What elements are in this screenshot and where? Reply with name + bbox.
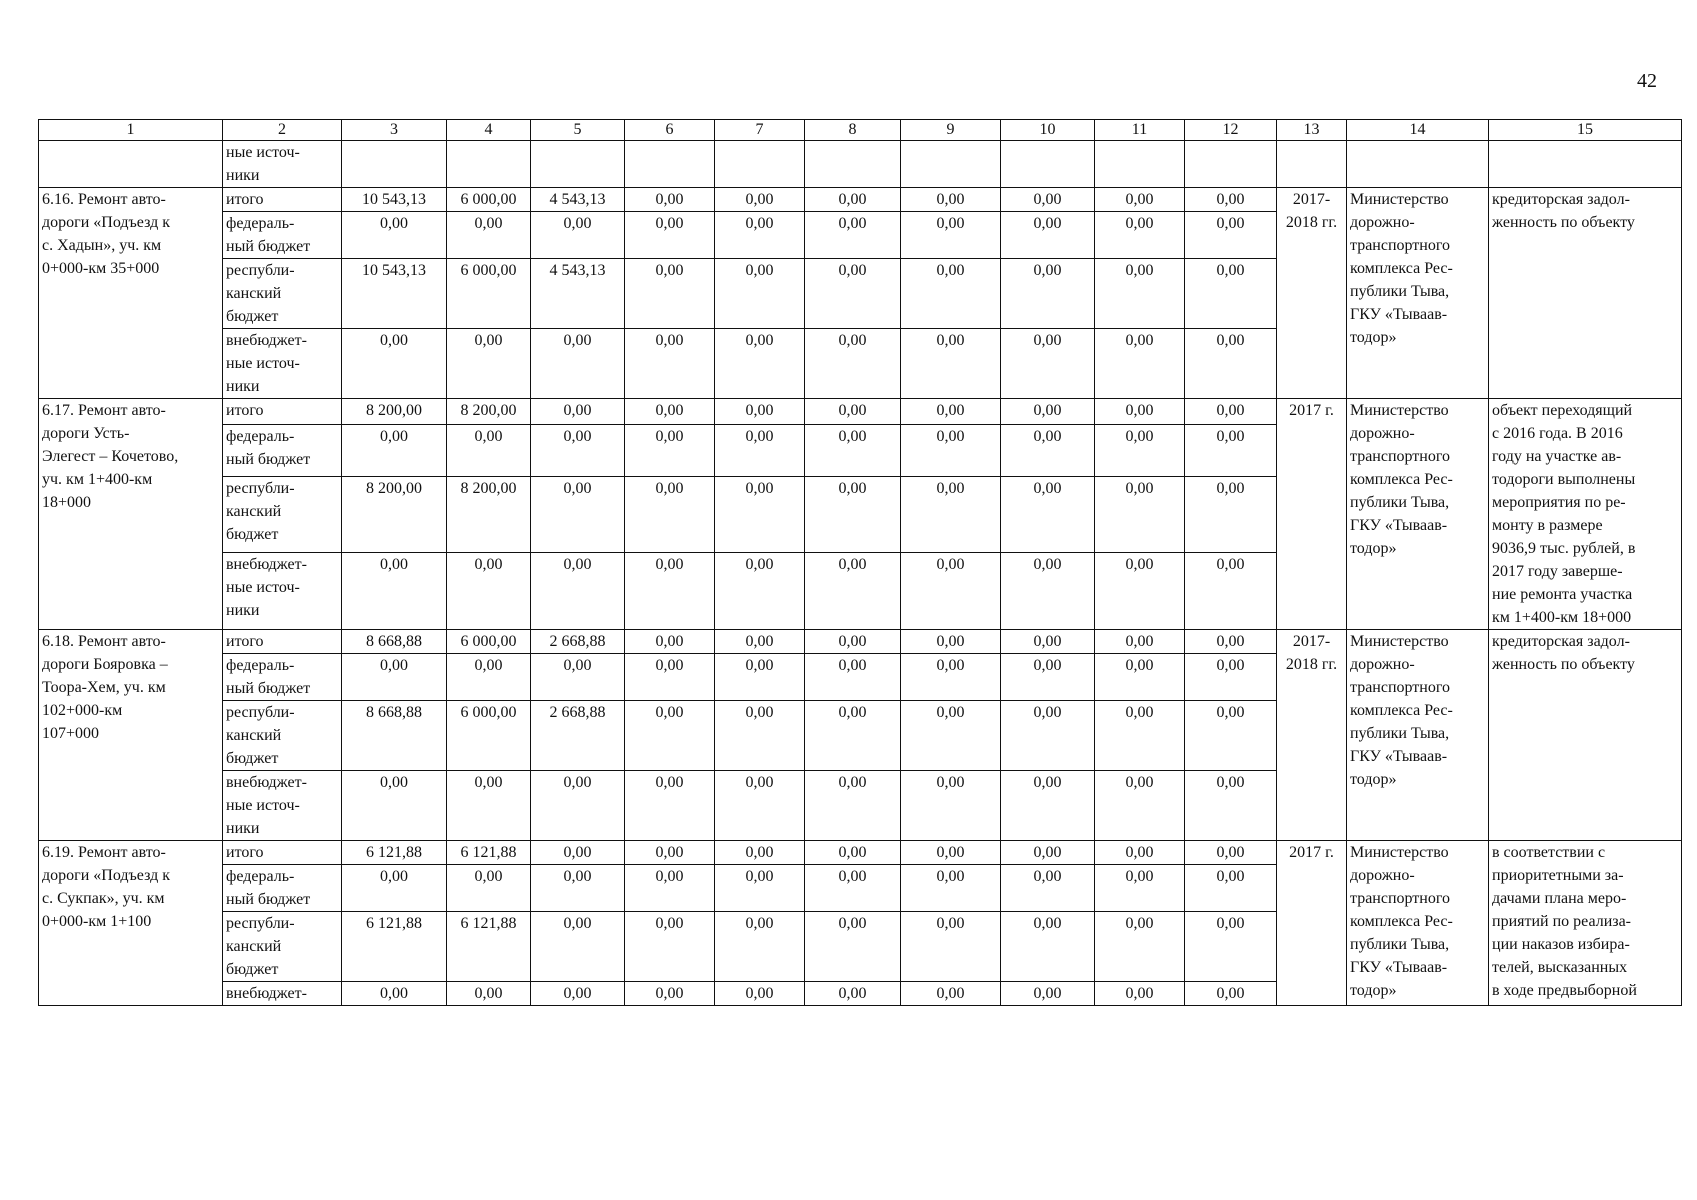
value-cell: 0,00 [447, 553, 531, 630]
value-cell: 0,00 [1001, 982, 1095, 1006]
value-cell: 0,00 [1185, 912, 1277, 982]
value-cell: 0,00 [625, 771, 715, 841]
value-cell: 0,00 [531, 399, 625, 425]
value-cell: 0,00 [1001, 399, 1095, 425]
value-cell: 0,00 [447, 212, 531, 259]
column-header: 8 [805, 120, 901, 141]
source-cell: итого [223, 188, 342, 212]
executor-cell: Министерство дорожно- транспортного комплекса Рес- публики Тыва, ГКУ «Тываав- тодор» [1347, 188, 1489, 399]
value-cell: 0,00 [715, 553, 805, 630]
empty-cell [531, 141, 625, 188]
value-cell: 0,00 [805, 553, 901, 630]
column-header: 9 [901, 120, 1001, 141]
value-cell: 0,00 [1185, 654, 1277, 701]
value-cell: 0,00 [1001, 654, 1095, 701]
value-cell: 0,00 [1185, 329, 1277, 399]
value-cell: 0,00 [531, 212, 625, 259]
value-cell: 0,00 [1185, 476, 1277, 553]
value-cell: 0,00 [715, 912, 805, 982]
table-body [39, 120, 1682, 1006]
column-header: 11 [1095, 120, 1185, 141]
value-cell: 0,00 [1185, 630, 1277, 654]
empty-cell [447, 141, 531, 188]
value-cell: 0,00 [531, 771, 625, 841]
value-cell: 0,00 [1001, 425, 1095, 476]
period-cell: 2017 г. [1277, 841, 1347, 1006]
value-cell: 0,00 [1095, 701, 1185, 771]
value-cell: 0,00 [805, 654, 901, 701]
value-cell: 0,00 [901, 771, 1001, 841]
value-cell: 0,00 [901, 912, 1001, 982]
value-cell: 0,00 [715, 399, 805, 425]
value-cell: 0,00 [1095, 912, 1185, 982]
value-cell: 0,00 [901, 476, 1001, 553]
note-cell: в соответствии с приоритетными за- дачами плана меро- приятий по реализа- ции наказов избира- телей, высказанных в ходе предвыборной [1489, 841, 1682, 1006]
value-cell: 6 000,00 [447, 630, 531, 654]
value-cell: 0,00 [531, 425, 625, 476]
column-header: 4 [447, 120, 531, 141]
value-cell: 0,00 [1001, 329, 1095, 399]
value-cell: 0,00 [805, 912, 901, 982]
value-cell: 0,00 [1185, 188, 1277, 212]
value-cell: 6 000,00 [447, 701, 531, 771]
column-header: 12 [1185, 120, 1277, 141]
value-cell: 10 543,13 [342, 188, 447, 212]
value-cell: 8 200,00 [342, 476, 447, 553]
value-cell: 0,00 [625, 425, 715, 476]
source-cell: ные источ- ники [223, 141, 342, 188]
value-cell: 0,00 [447, 329, 531, 399]
value-cell: 0,00 [715, 188, 805, 212]
value-cell: 0,00 [715, 259, 805, 329]
table-row [39, 399, 1682, 425]
value-cell: 0,00 [805, 630, 901, 654]
value-cell: 8 668,88 [342, 701, 447, 771]
value-cell: 0,00 [715, 654, 805, 701]
source-cell: внебюджет- ные источ- ники [223, 329, 342, 399]
column-header: 6 [625, 120, 715, 141]
value-cell: 0,00 [531, 865, 625, 912]
period-cell: 2017- 2018 гг. [1277, 188, 1347, 399]
value-cell: 0,00 [901, 841, 1001, 865]
period-cell: 2017- 2018 гг. [1277, 630, 1347, 841]
value-cell: 2 668,88 [531, 701, 625, 771]
value-cell: 0,00 [1095, 259, 1185, 329]
object-cell [39, 141, 223, 188]
empty-cell [805, 141, 901, 188]
value-cell: 0,00 [625, 399, 715, 425]
executor-cell: Министерство дорожно- транспортного комплекса Рес- публики Тыва, ГКУ «Тываав- тодор» [1347, 841, 1489, 1006]
header-row [39, 120, 1682, 141]
value-cell: 0,00 [625, 259, 715, 329]
period-cell: 2017 г. [1277, 399, 1347, 630]
object-cell: 6.19. Ремонт авто- дороги «Подъезд к с. Сукпак», уч. км 0+000-км 1+100 [39, 841, 223, 1006]
empty-cell [1095, 141, 1185, 188]
value-cell: 0,00 [901, 425, 1001, 476]
value-cell: 0,00 [715, 982, 805, 1006]
value-cell: 10 543,13 [342, 259, 447, 329]
value-cell: 4 543,13 [531, 259, 625, 329]
value-cell: 0,00 [805, 701, 901, 771]
value-cell: 0,00 [447, 425, 531, 476]
table-row [39, 188, 1682, 212]
empty-cell [901, 141, 1001, 188]
value-cell: 0,00 [1001, 212, 1095, 259]
value-cell: 0,00 [1001, 865, 1095, 912]
value-cell: 0,00 [805, 425, 901, 476]
source-cell: республи- канский бюджет [223, 259, 342, 329]
value-cell: 0,00 [715, 476, 805, 553]
page-number: 42 [1637, 70, 1657, 92]
executor-cell: Министерство дорожно- транспортного комплекса Рес- публики Тыва, ГКУ «Тываав- тодор» [1347, 630, 1489, 841]
value-cell: 4 543,13 [531, 188, 625, 212]
value-cell: 0,00 [1095, 630, 1185, 654]
value-cell: 0,00 [1001, 912, 1095, 982]
value-cell: 0,00 [715, 329, 805, 399]
value-cell: 0,00 [625, 212, 715, 259]
value-cell: 0,00 [625, 841, 715, 865]
value-cell: 0,00 [531, 329, 625, 399]
value-cell: 0,00 [715, 630, 805, 654]
column-header: 2 [223, 120, 342, 141]
value-cell: 0,00 [1001, 476, 1095, 553]
column-header: 10 [1001, 120, 1095, 141]
value-cell: 8 668,88 [342, 630, 447, 654]
value-cell: 0,00 [1185, 399, 1277, 425]
source-cell: итого [223, 399, 342, 425]
value-cell: 0,00 [805, 841, 901, 865]
value-cell: 0,00 [1095, 654, 1185, 701]
value-cell: 0,00 [1095, 771, 1185, 841]
source-cell: республи- канский бюджет [223, 912, 342, 982]
value-cell: 0,00 [1095, 399, 1185, 425]
value-cell: 0,00 [1001, 553, 1095, 630]
value-cell: 0,00 [1185, 212, 1277, 259]
source-cell: итого [223, 841, 342, 865]
value-cell: 6 121,88 [342, 912, 447, 982]
value-cell: 0,00 [447, 982, 531, 1006]
value-cell: 0,00 [342, 553, 447, 630]
value-cell: 0,00 [805, 476, 901, 553]
value-cell: 0,00 [1001, 771, 1095, 841]
value-cell: 0,00 [1185, 425, 1277, 476]
column-header: 5 [531, 120, 625, 141]
value-cell: 0,00 [1095, 865, 1185, 912]
value-cell: 0,00 [1001, 188, 1095, 212]
value-cell: 0,00 [715, 701, 805, 771]
source-cell: федераль- ный бюджет [223, 865, 342, 912]
empty-cell [1489, 141, 1682, 188]
value-cell: 0,00 [901, 982, 1001, 1006]
value-cell: 0,00 [342, 329, 447, 399]
value-cell: 0,00 [1001, 841, 1095, 865]
value-cell: 0,00 [715, 865, 805, 912]
value-cell: 0,00 [625, 476, 715, 553]
value-cell: 0,00 [1185, 701, 1277, 771]
value-cell: 0,00 [625, 982, 715, 1006]
executor-cell: Министерство дорожно- транспортного комплекса Рес- публики Тыва, ГКУ «Тываав- тодор» [1347, 399, 1489, 630]
value-cell: 0,00 [625, 865, 715, 912]
value-cell: 8 200,00 [447, 399, 531, 425]
value-cell: 0,00 [805, 865, 901, 912]
value-cell: 0,00 [901, 630, 1001, 654]
source-cell: федераль- ный бюджет [223, 425, 342, 476]
empty-cell [342, 141, 447, 188]
empty-cell [1277, 141, 1347, 188]
value-cell: 0,00 [625, 701, 715, 771]
value-cell: 6 000,00 [447, 259, 531, 329]
value-cell: 0,00 [531, 841, 625, 865]
value-cell: 0,00 [715, 841, 805, 865]
value-cell: 0,00 [531, 654, 625, 701]
value-cell: 0,00 [901, 259, 1001, 329]
value-cell: 0,00 [901, 701, 1001, 771]
value-cell: 0,00 [342, 982, 447, 1006]
object-cell: 6.16. Ремонт авто- дороги «Подъезд к с. Хадын», уч. км 0+000-км 35+000 [39, 188, 223, 399]
value-cell: 0,00 [1185, 865, 1277, 912]
column-header: 7 [715, 120, 805, 141]
value-cell: 0,00 [625, 553, 715, 630]
value-cell: 6 121,88 [447, 912, 531, 982]
empty-cell [1185, 141, 1277, 188]
value-cell: 0,00 [1001, 630, 1095, 654]
source-cell: внебюджет- ные источ- ники [223, 771, 342, 841]
column-header: 13 [1277, 120, 1347, 141]
source-cell: внебюджет- [223, 982, 342, 1006]
value-cell: 0,00 [342, 771, 447, 841]
value-cell: 0,00 [805, 329, 901, 399]
source-cell: республи- канский бюджет [223, 476, 342, 553]
value-cell: 0,00 [1095, 553, 1185, 630]
value-cell: 0,00 [1095, 329, 1185, 399]
value-cell: 0,00 [531, 476, 625, 553]
value-cell: 0,00 [715, 212, 805, 259]
value-cell: 0,00 [805, 259, 901, 329]
value-cell: 0,00 [1001, 701, 1095, 771]
value-cell: 0,00 [531, 553, 625, 630]
value-cell: 0,00 [1095, 188, 1185, 212]
value-cell: 0,00 [625, 630, 715, 654]
source-cell: федераль- ный бюджет [223, 212, 342, 259]
empty-cell [1001, 141, 1095, 188]
value-cell: 0,00 [531, 982, 625, 1006]
value-cell: 8 200,00 [342, 399, 447, 425]
value-cell: 0,00 [342, 425, 447, 476]
value-cell: 0,00 [447, 654, 531, 701]
note-cell: кредиторская задол- женность по объекту [1489, 630, 1682, 841]
value-cell: 0,00 [1095, 841, 1185, 865]
value-cell: 0,00 [715, 425, 805, 476]
table-row [39, 630, 1682, 654]
source-cell: федераль- ный бюджет [223, 654, 342, 701]
value-cell: 8 200,00 [447, 476, 531, 553]
value-cell: 2 668,88 [531, 630, 625, 654]
empty-cell [715, 141, 805, 188]
note-cell: объект переходящий с 2016 года. В 2016 году на участке ав- тодороги выполнены мероприятия по ре- монту в размере 9036,9 тыс. рублей, в 2017 году заверше- ние ремонта участка км 1+400-км 18+000 [1489, 399, 1682, 630]
column-header: 15 [1489, 120, 1682, 141]
object-cell: 6.18. Ремонт авто- дороги Бояровка – Тоора-Хем, уч. км 102+000-км 107+000 [39, 630, 223, 841]
continuation-row [39, 141, 1682, 188]
value-cell: 0,00 [901, 329, 1001, 399]
column-header: 14 [1347, 120, 1489, 141]
value-cell: 0,00 [901, 865, 1001, 912]
table-row [39, 841, 1682, 865]
value-cell: 0,00 [531, 912, 625, 982]
value-cell: 0,00 [901, 188, 1001, 212]
value-cell: 0,00 [625, 654, 715, 701]
value-cell: 6 121,88 [447, 841, 531, 865]
source-cell: республи- канский бюджет [223, 701, 342, 771]
value-cell: 0,00 [1095, 212, 1185, 259]
note-cell: кредиторская задол- женность по объекту [1489, 188, 1682, 399]
value-cell: 0,00 [805, 982, 901, 1006]
value-cell: 6 121,88 [342, 841, 447, 865]
value-cell: 0,00 [1185, 553, 1277, 630]
value-cell: 0,00 [1001, 259, 1095, 329]
value-cell: 0,00 [342, 865, 447, 912]
value-cell: 0,00 [805, 771, 901, 841]
value-cell: 0,00 [901, 399, 1001, 425]
value-cell: 0,00 [805, 399, 901, 425]
value-cell: 0,00 [1185, 841, 1277, 865]
value-cell: 0,00 [625, 329, 715, 399]
value-cell: 0,00 [447, 771, 531, 841]
value-cell: 0,00 [1185, 982, 1277, 1006]
object-cell: 6.17. Ремонт авто- дороги Усть- Элегест – Кочетово, уч. км 1+400-км 18+000 [39, 399, 223, 630]
value-cell: 0,00 [342, 654, 447, 701]
column-header: 1 [39, 120, 223, 141]
value-cell: 0,00 [447, 865, 531, 912]
value-cell: 0,00 [805, 188, 901, 212]
value-cell: 0,00 [901, 553, 1001, 630]
source-cell: внебюджет- ные источ- ники [223, 553, 342, 630]
value-cell: 6 000,00 [447, 188, 531, 212]
value-cell: 0,00 [715, 771, 805, 841]
value-cell: 0,00 [1185, 771, 1277, 841]
value-cell: 0,00 [805, 212, 901, 259]
value-cell: 0,00 [625, 188, 715, 212]
empty-cell [1347, 141, 1489, 188]
value-cell: 0,00 [1095, 982, 1185, 1006]
value-cell: 0,00 [901, 654, 1001, 701]
value-cell: 0,00 [342, 212, 447, 259]
value-cell: 0,00 [901, 212, 1001, 259]
program-table [38, 119, 1682, 1006]
value-cell: 0,00 [1185, 259, 1277, 329]
empty-cell [625, 141, 715, 188]
value-cell: 0,00 [1095, 425, 1185, 476]
column-header: 3 [342, 120, 447, 141]
source-cell: итого [223, 630, 342, 654]
value-cell: 0,00 [1095, 476, 1185, 553]
value-cell: 0,00 [625, 912, 715, 982]
